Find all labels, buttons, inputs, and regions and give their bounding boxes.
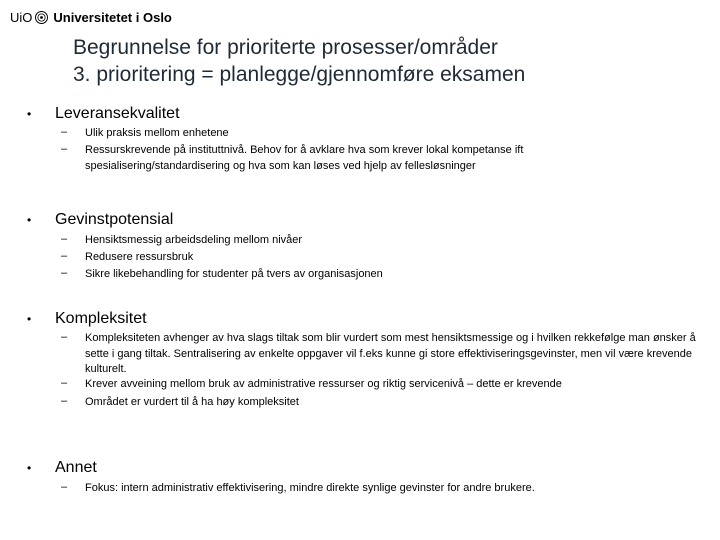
dash: –	[61, 143, 68, 155]
section-heading: Kompleksitet	[55, 310, 147, 327]
item-text: Kompleksiteten avhenger av hva slags tiltak som blir vurdert som mest hensiktsmessige og i hvilken rekkefølge man ønsker å sette i gang tiltak. Sentralisering av enkelte oppgaver vil f.eks kunne gi store effektiviseringsgevinster, men vil være krevende kulturelt.	[85, 332, 696, 375]
bullet: •	[27, 312, 32, 326]
item-text: Ulik praksis mellom enhetene	[85, 127, 229, 139]
dash: –	[61, 331, 68, 343]
item-text: Området er vurdert til å ha høy kompleksitet	[85, 396, 299, 408]
section-heading: Gevinstpotensial	[55, 211, 174, 228]
uio-logo	[10, 9, 172, 25]
bullet: •	[27, 461, 32, 475]
item-text: Ressurskrevende på instituttnivå. Behov for å avklare hva som krever lokal kompetanse ift spesialisering/standardisering og hva som kan løses ved hjelp av fellesløsninger	[85, 144, 524, 172]
logo-short: UiO	[10, 9, 33, 25]
dash: –	[61, 377, 68, 389]
section-heading: Annet	[55, 459, 97, 476]
section-heading: Leveransekvalitet	[55, 105, 180, 122]
dash: –	[61, 250, 68, 262]
bullet: •	[27, 213, 32, 227]
bullet: •	[27, 107, 32, 121]
logo-name: Universitetet i Oslo	[53, 9, 172, 25]
title-line-2: 3. prioritering = planlegge/gjennomføre eksamen	[73, 63, 526, 86]
item-text: Fokus: intern administrativ effektivisering, mindre direkte synlige gevinster for andre brukere.	[85, 482, 535, 494]
title-line-1: Begrunnelse for prioriterte prosesser/områder	[73, 36, 498, 59]
dash: –	[61, 481, 68, 493]
item-text: Krever avveining mellom bruk av administrative ressurser og riktig servicenivå – dette er krevende	[85, 378, 562, 390]
dash: –	[61, 233, 68, 245]
item-text: Hensiktsmessig arbeidsdeling mellom nivåer	[85, 234, 303, 246]
dash: –	[61, 126, 68, 138]
page-title	[73, 34, 525, 88]
item-text: Sikre likebehandling for studenter på tvers av organisasjonen	[85, 268, 383, 280]
university-seal-icon	[35, 11, 48, 24]
item-text: Redusere ressursbruk	[85, 251, 194, 263]
dash: –	[61, 395, 68, 407]
dash: –	[61, 267, 68, 279]
